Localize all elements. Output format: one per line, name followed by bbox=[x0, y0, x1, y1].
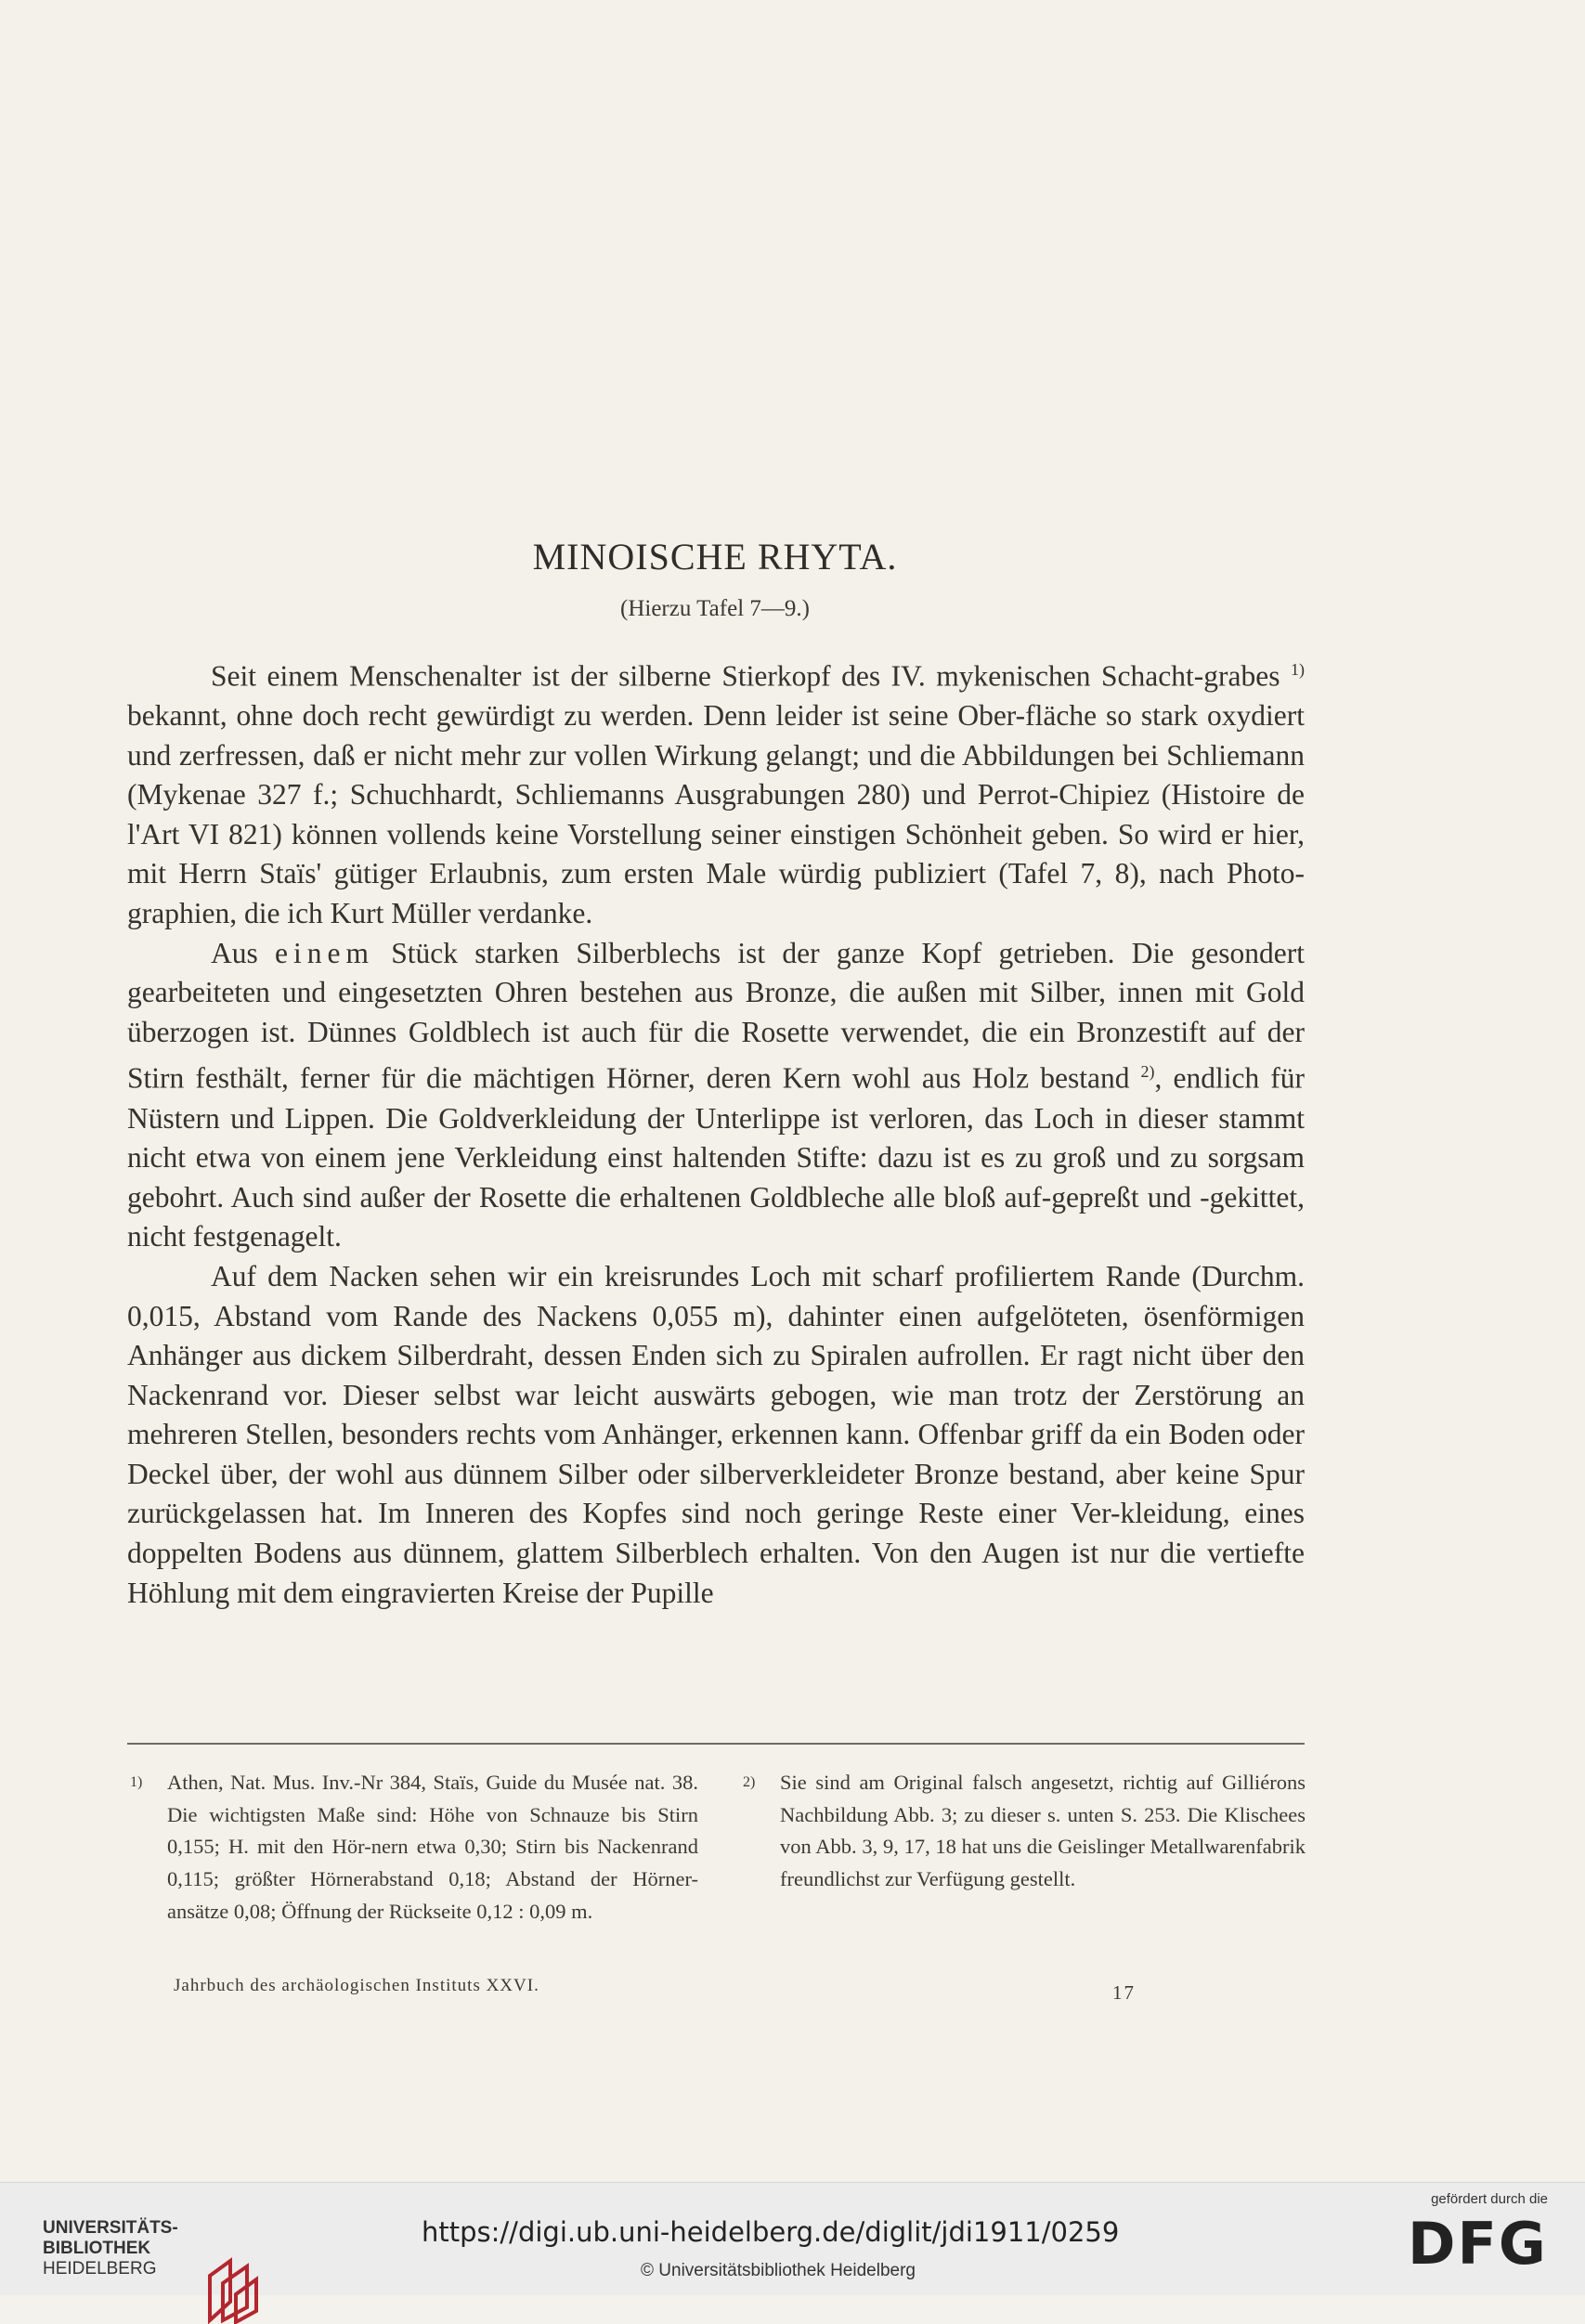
paragraph-2-text-a: Stück starken Silberblechs ist der ganze Kopf getrieben. Die gesondert gearbeiteten und eingesetzten Ohren bestehen aus Bronze, die außen mit Silber, innen mit Gold überzogen ist. Dünnes Goldblech ist auch für die Rosette verwendet, die ein Bronzestift auf der Stirn festhält, ferner für die mächtigen Hörner, deren Kern wohl aus Holz bestand bbox=[127, 936, 1305, 1095]
paragraph-1-text-a: Seit einem Menschenalter ist der silberne Stierkopf des IV. mykenischen Schacht-grabes bbox=[211, 659, 1291, 693]
footnote-2-mark: 2) bbox=[743, 1774, 756, 1790]
ub-heidelberg-logo[interactable] bbox=[43, 2218, 266, 2283]
footnote-1-mark: 1) bbox=[130, 1774, 143, 1790]
paragraph-2-emphasis: einem bbox=[275, 936, 374, 969]
footnote-1-text: Athen, Nat. Mus. Inv.-Nr 384, Staïs, Guide du Musée nat. 38. Die wichtigsten Maße sind: Höhe von Schnauze bis Stirn 0,155; H. mit den Hör-nern etwa 0,30; Stirn bis Nackenrand 0,115; größter Hörnerabstand 0,18; Abstand der Hörner-ansätze 0,08; Öffnung der Rückseite 0,12 : 0,09 m. bbox=[167, 1771, 698, 1923]
footnote-2 bbox=[743, 1767, 1306, 1896]
library-name-line1: UNIVERSITÄTS- bbox=[43, 2218, 178, 2238]
ub-heidelberg-logo-icon bbox=[202, 2255, 262, 2324]
article-title: MINOISCHE RHYTA. bbox=[532, 536, 898, 578]
paragraph-1 bbox=[127, 650, 1305, 934]
copyright-notice: © Universitätsbibliothek Heidelberg bbox=[641, 2261, 916, 2280]
paragraph-3: Auf dem Nacken sehen wir ein kreisrundes Loch mit scharf profiliertem Rande (Durchm. 0,015, Abstand vom Rande des Nackens 0,055 m), dahinter einen aufgelöteten, ösenförmigen Anhänger aus dickem Silberdraht, dessen Enden sich zu Spiralen aufrollen. Er ragt nicht über den Nackenrand vor. Dieser selbst war leicht auswärts gebogen, wie man trotz der Zerstörung an mehreren Stellen, besonders rechts vom Anhänger, erkennen kann. Offenbar griff da ein Boden oder Deckel über, der wohl aus dünnem Silber oder silberverkleideter Bronze bestand, aber keine Spur zurückgelassen hat. Im Inneren des Kopfes sind noch geringe Reste einer Ver-kleidung, eines doppelten Bodens aus dünnem, glattem Silberblech erhalten. Von den Augen ist nur die vertiefte Höhlung mit dem eingravierten Kreise der Pupille bbox=[127, 1259, 1305, 1609]
article-body bbox=[127, 650, 1305, 1613]
journal-line: Jahrbuch des archäologischen Instituts XXVI. bbox=[174, 1976, 539, 1995]
footnote-ref-2: 2) bbox=[1140, 1062, 1155, 1082]
funding-note: gefördert durch die bbox=[1431, 2191, 1548, 2207]
article-subtitle: (Hierzu Tafel 7—9.) bbox=[620, 596, 810, 621]
library-name-line3: HEIDELBERG bbox=[43, 2259, 157, 2279]
footnote-divider bbox=[127, 1743, 1305, 1745]
paragraph-2 bbox=[127, 934, 1305, 1257]
dfg-logo-text: DFG bbox=[1408, 2210, 1548, 2278]
dfg-logo-icon[interactable] bbox=[1408, 2210, 1556, 2278]
paragraph-2-lead: Aus bbox=[211, 936, 275, 969]
page-number: 17 bbox=[1112, 1981, 1136, 2004]
library-name-line2: BIBLIOTHEK bbox=[43, 2239, 151, 2258]
footnote-1 bbox=[130, 1767, 698, 1928]
document-url-link[interactable]: https://digi.ub.uni-heidelberg.de/diglit/jdi1911/0259 bbox=[422, 2216, 1120, 2248]
paragraph-1-text-b: bekannt, ohne doch recht gewürdigt zu werden. Denn leider ist seine Ober-fläche so stark oxydiert und zerfressen, daß er nicht mehr zur vollen Wirkung gelangt; und die Abbildungen bei Schliemann (Mykenae 327 f.; Schuchhardt, Schliemanns Ausgrabungen 280) und Perrot-Chipiez (Histoire de l'Art VI 821) können vollends keine Vorstellung seiner einstigen Schönheit geben. So wird er hier, mit Herrn Staïs' gütiger Erlaubnis, zum ersten Male würdig publiziert (Tafel 7, 8), nach Photo-graphien, die ich Kurt Müller verdanke. bbox=[127, 699, 1305, 930]
footnote-2-text: Sie sind am Original falsch angesetzt, richtig auf Gilliérons Nachbildung Abb. 3; zu dieser s. unten S. 253. Die Klischees von Abb. 3, 9, 17, 18 hat uns die Geislinger Metallwarenfabrik freundlichst zur Verfügung gestellt. bbox=[780, 1771, 1306, 1891]
paragraph-2-text-b: , endlich für Nüstern und Lippen. Die Goldverkleidung der Unterlippe ist verloren, das Loch in dieser stammt nicht etwa von einem jene Verkleidung einst haltenden Stifte: dazu ist es zu groß und zu sorgsam gebohrt. Auch sind außer der Rosette die erhaltenen Goldbleche alle bloß auf-gepreßt und -gekittet, nicht festgenagelt. bbox=[127, 1061, 1305, 1253]
footnote-ref-1: 1) bbox=[1291, 660, 1305, 679]
